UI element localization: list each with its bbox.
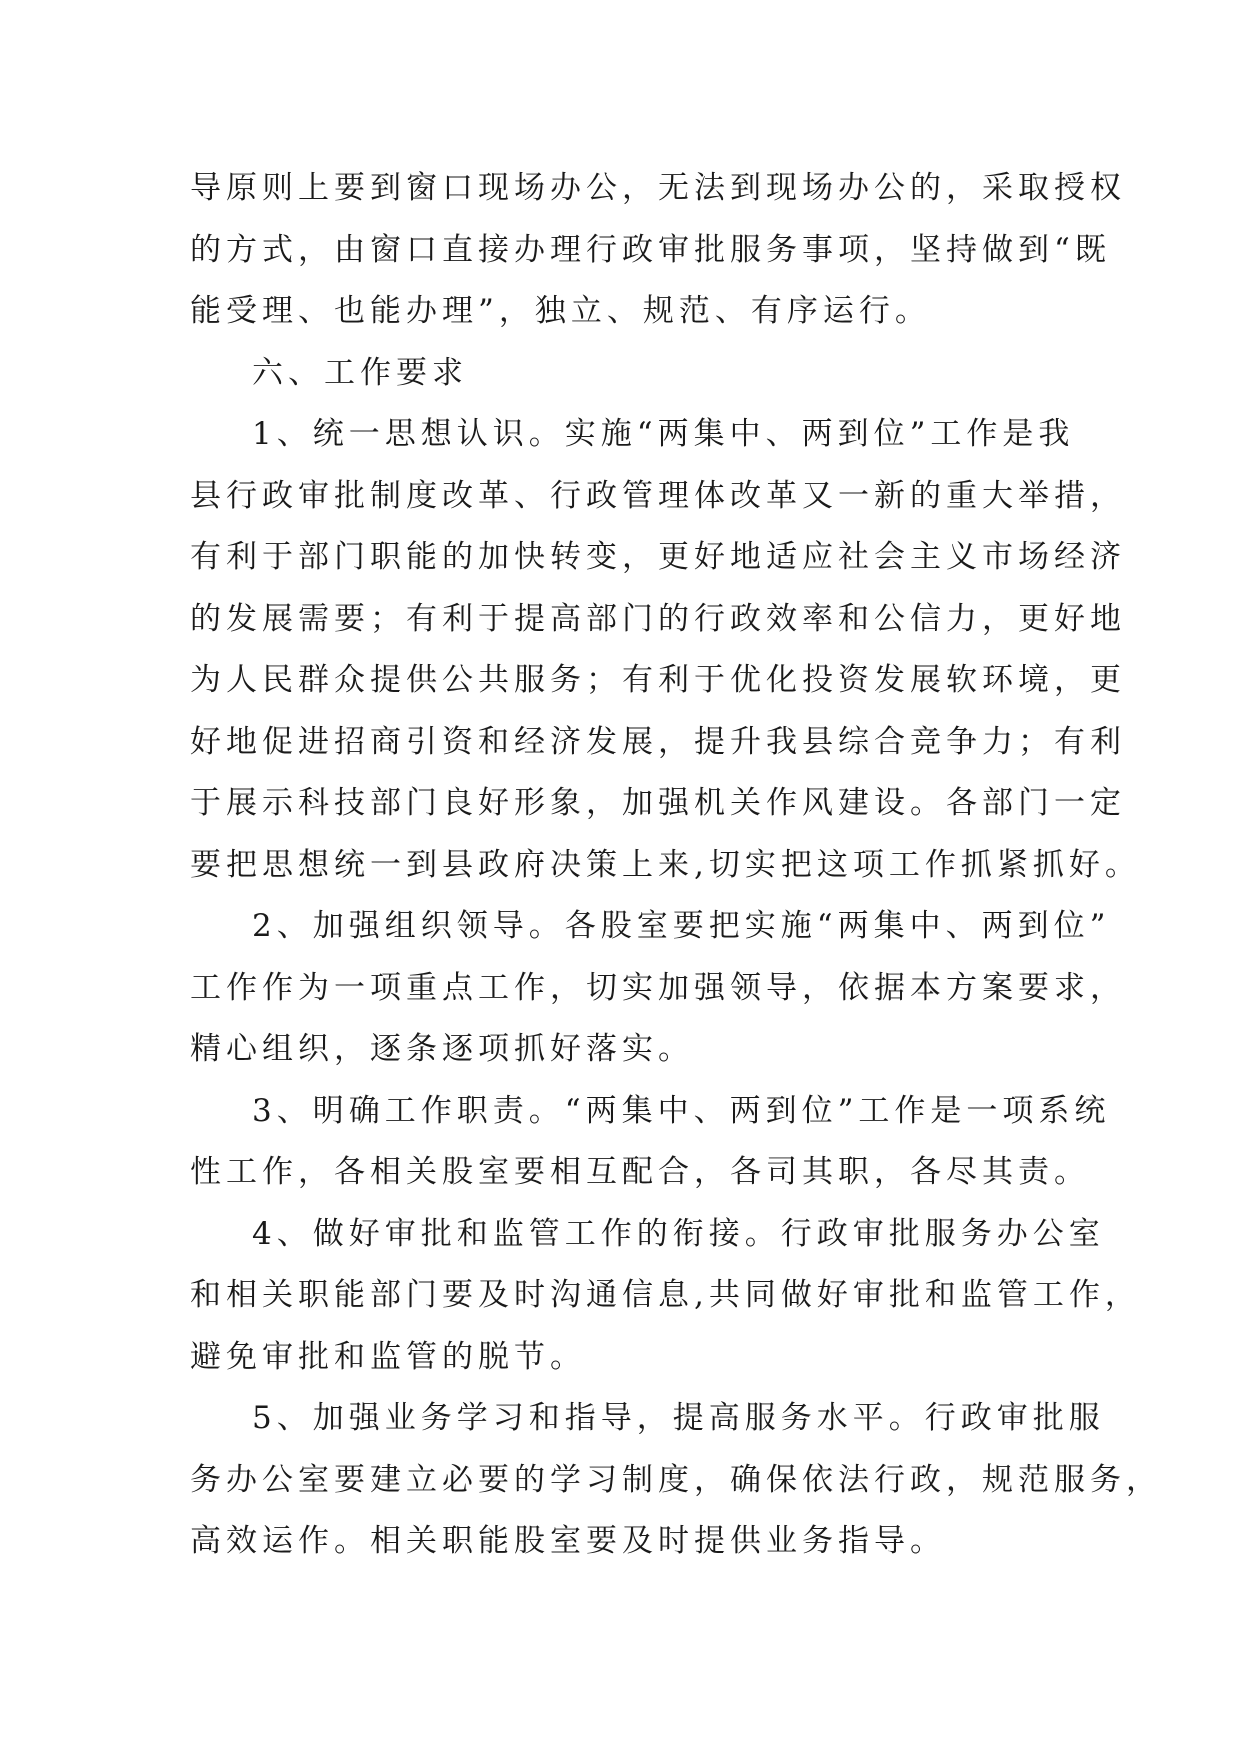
section-heading: 六、工作要求: [252, 354, 468, 391]
text-line: 县行政审批制度改革、行政管理体改革又一新的重大举措，: [190, 477, 1126, 514]
text-line: 高效运作。相关职能股室要及时提供业务指导。: [190, 1523, 946, 1559]
text-line: 精心组织，逐条逐项抓好落实。: [190, 1031, 694, 1067]
text-line: 的方式，由窗口直接办理行政审批服务事项，坚持做到“既: [190, 231, 1111, 268]
text-line: 为人民群众提供公共服务；有利于优化投资发展软环境，更: [190, 662, 1126, 698]
text-line: 工作作为一项重点工作，切实加强领导，依据本方案要求，: [190, 969, 1126, 1006]
paragraph-first-line: 2、加强组织领导。各股室要把实施“两集中、两到位”: [252, 908, 1111, 944]
text-line: 避免审批和监管的脱节。: [190, 1338, 586, 1375]
text-line: 导原则上要到窗口现场办公，无法到现场办公的，采取授权: [190, 170, 1126, 206]
text-line: 好地促进招商引资和经济发展，提升我县综合竞争力；有利: [190, 723, 1126, 760]
document-body: [190, 158, 1162, 1573]
text-line: 和相关职能部门要及时沟通信息,共同做好审批和监管工作，: [190, 1277, 1141, 1313]
text-line: 有利于部门职能的加快转变，更好地适应社会主义市场经济: [190, 539, 1126, 575]
paragraph-first-line: 4、做好审批和监管工作的衔接。行政审批服务办公室: [252, 1215, 1105, 1252]
paragraph-first-line: 1、统一思想认识。实施“两集中、两到位”工作是我: [252, 416, 1075, 452]
text-line: 能受理、也能办理”，独立、规范、有序运行。: [190, 293, 931, 329]
paragraph-first-line: 3、明确工作职责。“两集中、两到位”工作是一项系统: [252, 1092, 1111, 1129]
text-line: 要把思想统一到县政府决策上来,切实把这项工作抓紧抓好。: [190, 846, 1141, 883]
text-line: 务办公室要建立必要的学习制度，确保依法行政，规范服务，: [190, 1461, 1162, 1498]
text-line: 于展示科技部门良好形象，加强机关作风建设。各部门一定: [190, 785, 1126, 821]
text-line: 的发展需要；有利于提高部门的行政效率和公信力，更好地: [190, 600, 1126, 637]
paragraph-first-line: 5、加强业务学习和指导，提高服务水平。行政审批服: [252, 1400, 1105, 1436]
text-line: 性工作，各相关股室要相互配合，各司其职，各尽其责。: [190, 1154, 1090, 1190]
